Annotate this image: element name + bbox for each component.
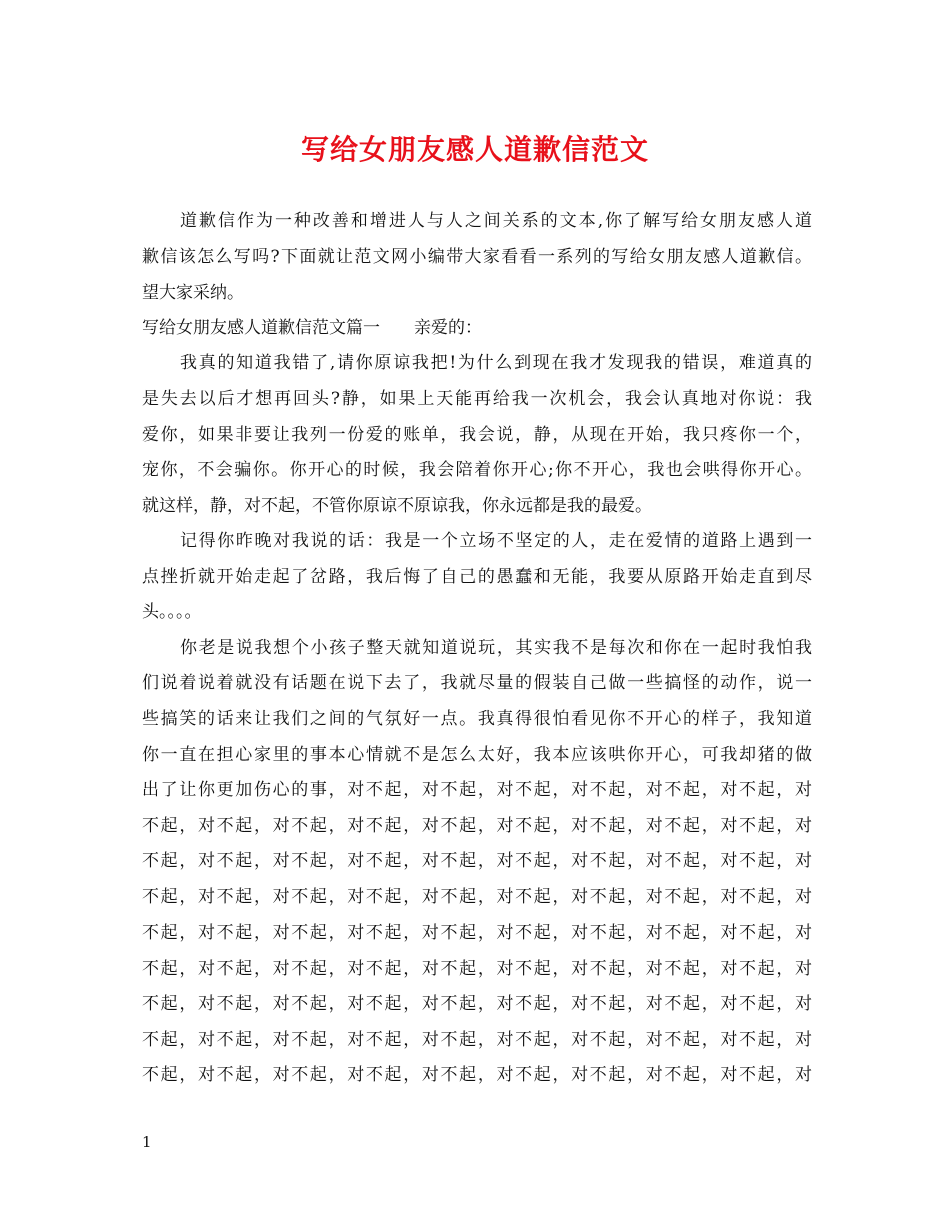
text-line: 不起，对不起，对不起，对不起，对不起，对不起，对不起，对不起，对不起，对 xyxy=(142,1030,812,1050)
text-line: 你一直在担心家里的事本心情就不是怎么太好，我本应该哄你开心，可我却猪的做 xyxy=(142,745,812,765)
text-line: 不起，对不起，对不起，对不起，对不起，对不起，对不起，对不起，对不起，对 xyxy=(142,1065,812,1085)
text-line: 道歉信作为一种改善和增进人与人之间关系的文本,你了解写给女朋友感人道 xyxy=(180,211,812,231)
page-number: 1 xyxy=(142,1133,152,1151)
text-line: 是失去以后才想再回头?静，如果上天能再给我一次机会，我会认真地对你说：我 xyxy=(142,389,812,409)
text-line: 不起，对不起，对不起，对不起，对不起，对不起，对不起，对不起，对不起，对 xyxy=(142,923,812,943)
text-line: 记得你昨晚对我说的话：我是一个立场不坚定的人，走在爱情的道路上遇到一 xyxy=(180,531,812,551)
text-line: 不起，对不起，对不起，对不起，对不起，对不起，对不起，对不起，对不起，对 xyxy=(142,851,812,871)
text-line: 你老是说我想个小孩子整天就知道说玩，其实我不是每次和你在一起时我怕我 xyxy=(180,638,812,658)
text-line: 不起，对不起，对不起，对不起，对不起，对不起，对不起，对不起，对不起，对 xyxy=(142,816,812,836)
text-line: 歉信该怎么写吗?下面就让范文网小编带大家看看一系列的写给女朋友感人道歉信。 xyxy=(142,247,812,267)
text-line: 不起，对不起，对不起，对不起，对不起，对不起，对不起，对不起，对不起，对 xyxy=(142,887,812,907)
text-line: 出了让你更加伤心的事，对不起，对不起，对不起，对不起，对不起，对不起，对 xyxy=(142,780,812,800)
text-line: 爱你，如果非要让我列一份爱的账单，我会说，静，从现在开始，我只疼你一个， xyxy=(142,425,812,445)
text-line: 点挫折就开始走起了岔路，我后悔了自己的愚蠢和无能，我要从原路开始走直到尽 xyxy=(142,567,812,587)
text-line: 宠你，不会骗你。你开心的时候，我会陪着你开心;你不开心，我也会哄得你开心。 xyxy=(142,460,812,480)
text-line: 们说着说着就没有话题在说下去了，我就尽量的假装自己做一些搞怪的动作，说一 xyxy=(142,673,812,693)
text-line: 头。。。。 xyxy=(142,602,202,622)
text-line: 就这样，静，对不起，不管你原谅不原谅我，你永远都是我的最爱。 xyxy=(142,496,652,516)
text-line: 我真的知道我错了,请你原谅我把!为什么到现在我才发现我的错误，难道真的 xyxy=(180,353,812,373)
document-title: 写给女朋友感人道歉信范文 xyxy=(300,133,649,166)
text-line: 些搞笑的话来让我们之间的气氛好一点。我真得很怕看见你不开心的样子，我知道 xyxy=(142,709,812,729)
text-line: 不起，对不起，对不起，对不起，对不起，对不起，对不起，对不起，对不起，对 xyxy=(142,994,812,1014)
section-heading: 写给女朋友感人道歉信范文篇一 亲爱的： xyxy=(142,318,482,338)
text-line: 不起，对不起，对不起，对不起，对不起，对不起，对不起，对不起，对不起，对 xyxy=(142,959,812,979)
text-line: 望大家采纳。 xyxy=(142,283,244,303)
